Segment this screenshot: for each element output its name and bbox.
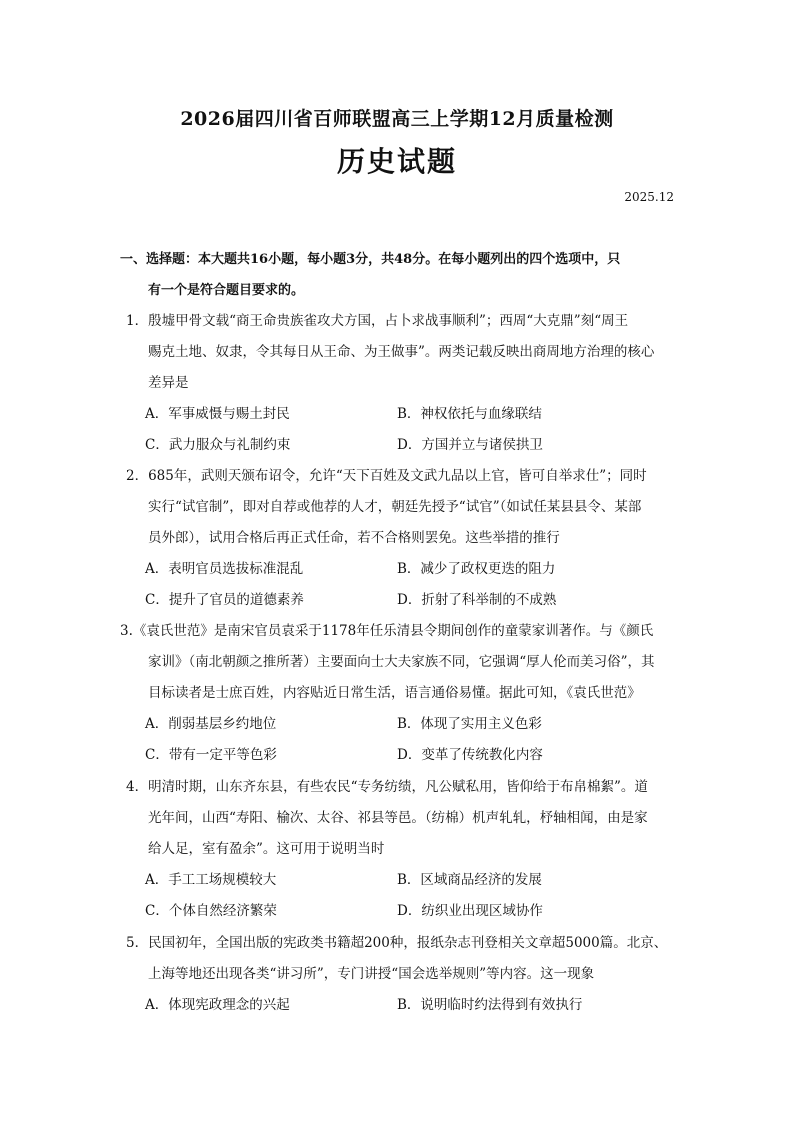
question-line: 实行“试官制”，即对自荐或他荐的人才，朝廷先授予“试官”（如试任某县县令、某部 <box>148 499 642 515</box>
option-d[interactable]: D．纺织业出现区域协作 <box>397 903 543 919</box>
option-d[interactable]: D．变革了传统教化内容 <box>397 747 543 763</box>
option-c[interactable]: C．武力服众与礼制约束 <box>145 437 291 453</box>
section-instructions <box>120 244 680 306</box>
question-line: 员外郎），试用合格后再正式任命，若不合格则罢免。这些举措的推行 <box>148 530 560 546</box>
option-b[interactable]: B．体现了实用主义色彩 <box>397 716 542 732</box>
option-b[interactable]: B．区域商品经济的发展 <box>397 872 542 888</box>
options-row <box>120 990 680 1021</box>
option-c[interactable]: C．个体自然经济繁荣 <box>145 903 277 919</box>
option-b[interactable]: B．神权依托与血缘联结 <box>397 406 542 422</box>
option-b[interactable]: B．减少了政权更迭的阻力 <box>397 561 556 577</box>
question-line: 差异是 <box>148 375 189 391</box>
option-d[interactable]: D．方国并立与诸侯拱卫 <box>397 437 543 453</box>
option-d[interactable]: D．折射了科举制的不成熟 <box>397 592 557 608</box>
section-line: 有一个是符合题目要求的。 <box>148 283 305 298</box>
question-line: 光年间，山西“寿阳、榆次、太谷、祁县等邑。（纺棉）机声轧轧，杼轴相闻，由是家 <box>148 810 648 826</box>
options-row <box>120 740 680 771</box>
options-row <box>120 399 680 430</box>
question-line: 家训》（南北朝颜之推所著）主要面向士大夫家族不同，它强调“厚人伦而美习俗”，其 <box>148 654 655 670</box>
option-a[interactable]: A．体现宪政理念的兴起 <box>145 997 290 1013</box>
question-line: 给人足，室有盈余”。这可用于说明当时 <box>148 841 385 857</box>
options-row <box>120 896 680 927</box>
option-a[interactable]: A．表明官员选拔标准混乱 <box>145 561 304 577</box>
exam-subject: 历史试题 <box>336 145 457 178</box>
option-b[interactable]: B．说明临时约法得到有效执行 <box>397 997 583 1013</box>
options-row <box>120 585 680 616</box>
exam-title: 2026届四川省百师联盟高三上学期12月质量检测 <box>180 108 614 130</box>
question-line: 2．685年，武则天颁布诏令，允许“天下百姓及文武九品以上官，皆可自举求仕”；同时 <box>126 468 647 484</box>
question-1 <box>120 306 680 461</box>
question-2 <box>120 461 680 616</box>
section-line: 一、选择题：本大题共16小题，每小题3分，共48分。在每小题列出的四个选项中，只 <box>120 252 621 267</box>
exam-date: 2025.12 <box>624 190 674 204</box>
question-line: 5．民国初年，全国出版的宪政类书籍超200种，报纸杂志刊登相关文章超5000篇。北京、 <box>126 935 668 951</box>
question-line: 4．明清时期，山东齐东县，有些农民“专务纺绩，凡公赋私用，皆仰给于布帛棉絮”。道 <box>126 779 648 795</box>
option-a[interactable]: A．手工工场规模较大 <box>145 872 277 888</box>
question-5 <box>120 928 680 1021</box>
question-line: 目标读者是士庶百姓，内容贴近日常生活，语言通俗易懂。据此可知，《袁氏世范》 <box>148 685 641 701</box>
question-3 <box>120 616 680 771</box>
question-line: 1．殷墟甲骨文载“商王命贵族雀攻犬方国，占卜求战事顺利”；西周“大克鼎”刻“周王 <box>126 313 629 329</box>
option-a[interactable]: A．削弱基层乡约地位 <box>145 716 277 732</box>
question-line: 赐克土地、奴隶，令其每日从王命、为王做事”。两类记载反映出商周地方治理的核心 <box>148 344 655 360</box>
options-row <box>120 865 680 896</box>
options-row <box>120 554 680 585</box>
options-row <box>120 430 680 461</box>
option-a[interactable]: A．军事威慑与赐土封民 <box>145 406 290 422</box>
question-line: 上海等地还出现各类“讲习所”，专门讲授“国会选举规则”等内容。这一现象 <box>148 966 595 982</box>
question-line: 3.《袁氏世范》是南宋官员袁采于1178年任乐清县令期间创作的童蒙家训著作。与《颜氏 <box>120 623 654 639</box>
option-c[interactable]: C．提升了官员的道德素养 <box>145 592 304 608</box>
option-c[interactable]: C．带有一定平等色彩 <box>145 747 277 763</box>
question-4 <box>120 772 680 927</box>
options-row <box>120 709 680 740</box>
